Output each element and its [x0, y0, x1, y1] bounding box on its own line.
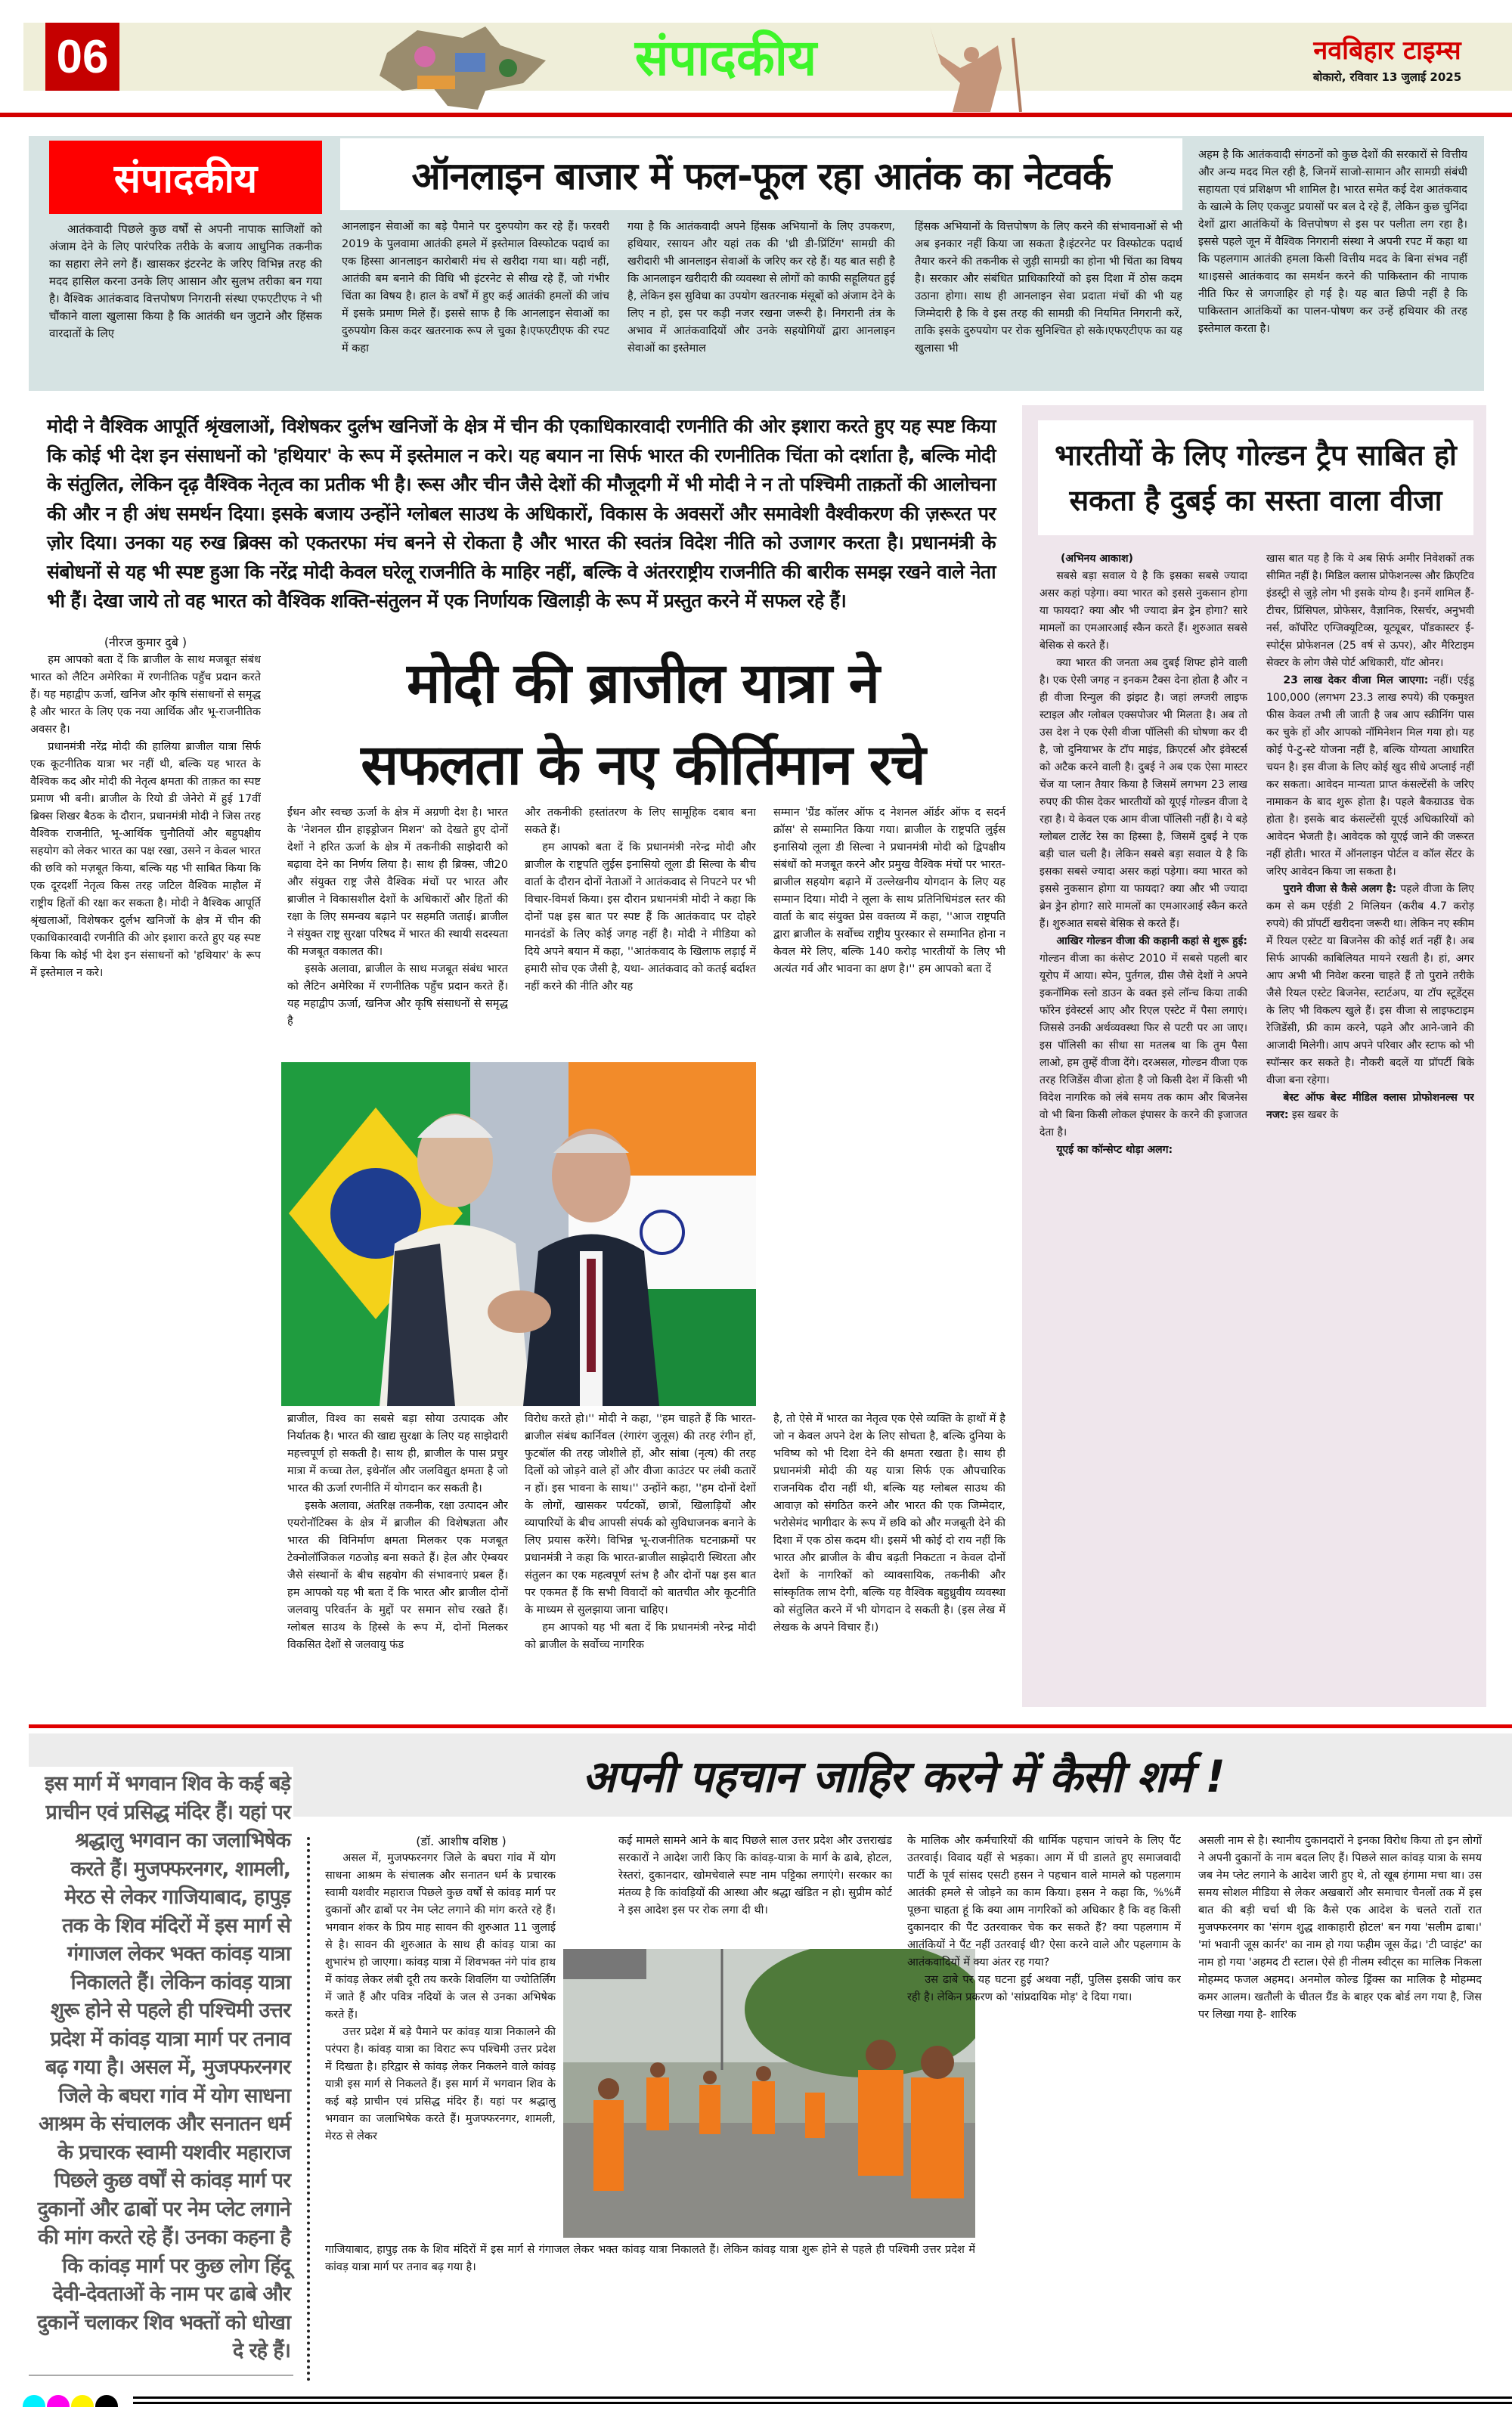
editorial-headline: ऑनलाइन बाजार में फल-फूल रहा आतंक का नेटवर्क [340, 138, 1182, 210]
section-divider [29, 1724, 1512, 1728]
editorial-column: हिंसक अभियानों के वित्तपोषण के लिए करने की संभावनाओं से भी अब इनकार नहीं किया जा सकता है।इंटरनेट पर विस्फोटक पदार्थ तैयार करने की तकनीक से जुड़ी सामग्री का होना भी चिंता का विषय है। सरकार और संबंधित प्राधिकारियों को इस दिशा में ठोस कदम उठाना होगा। साथ ही आनलाइन सेवा प्रदाता मंचों की भी यह जिम्मेदारी है कि वे इस तरह की सामग्री की नियमित निगरानी करें, ताकि इसके दुरुपयोग पर रोक सुनिश्चित हो सके।एफएटीएफ का यह खुलासा भी [915, 221, 1182, 355]
headline-line: सफलता के नए कीर्तिमान रचे [361, 733, 925, 798]
editorial-column: अहम है कि आतंकवादी संगठनों को कुछ देशों की सरकारों से वित्तीय और अन्य मदद मिल रही है, जिनमें साजो-सामान और सामग्री संबंधी सहायता एवं प्रशिक्षण भी शामिल है। भारत समेत कई देश आतंकवाद के खात्मे के लिए एकजुट प्रयासों पर बल दे रहे हैं, लेकिन कुछ चुनिंदा देशों द्वारा आतंकियों के वित्तपोषण से इस पर पलीता लग रहा है। इससे पहले जून में वैश्विक निगरानी संस्था ने अपनी रपट में कहा था कि पहलगाम आतंकी हमला किसी वित्तीय मदद के बिना संभव नहीं था।इससे आतंकवाद का समर्थन करने की पाकिस्तान की नापाक नीति फिर से जगजाहिर हो गई है। यह बात छिपी नहीं है कि पाकिस्तान आतंकियों का पालन-पोषण कर उन्हें हथियार की तरह इस्तेमाल करता है। [1198, 149, 1467, 335]
page-number: 06 [45, 23, 119, 91]
visa-column: खास बात यह है कि ये अब सिर्फ अमीर निवेशकों तक सीमित नहीं है। मिडिल क्लास प्रोफेशनल्स और क्रिएटिव इंडस्ट्री से जुड़े लोग भी इसके योग्य है। इनमें शामिल हैं- टीचर, प्रिंसिपल, प्रोफेसर, वैज्ञानिक, रिसर्चर, अनुभवी नर्स, कॉर्पोरेट एग्जिक्यूटिव्स, यूट्यूबर, पॉडकास्टर ई-स्पोर्ट्स प्रोफेशनल (25 वर्ष से ऊपर), और मैरिटाइम सेक्टर के लोग जैसे पोर्ट अधिकारी, यॉट ओनर। 23 लाख देकर वीजा मिल जाएगा: नहीं। एईडू 100,000 (लगभग 23.3 लाख रुपये) की एकमुश्त फीस केवल तभी ली जाती है जब आप स्क्रीनिंग पास कर चुके हों और आपको नॉमिनेशन मिल गया हो। यह कोई पे-टु-स्टे योजना नहीं है, बल्कि योग्यता आधारित चयन है। इस वीजा के लिए कोई खुद सीधे अप्लाई नहीं कर सकता। आवेदन मान्यता प्राप्त कंसल्टेंसी के जरिए नामाकन के बाद शुरू होता है। पहले बैकग्राउड चेक होता है। इसके बाद कंसल्टेंसी यूएई अधिकारियों को आवेदन भेजती है। आवेदक को यूएई जाने की जरूरत नहीं होती। भारत में ऑनलाइन पोर्टल व कॉल सेंटर के जरिए आवेदन किया जा सकता है। पुराने वीजा से कैसे अलग है: पहले वीजा के लिए कम से कम एईडी 2 मिलियन (करीब 4.7 करोड़ रुपये) की प्रॉपर्टी खरीदना जरूरी था। लेकिन नए स्कीम में रियल एस्टेट या बिजनेस की कोई शर्त नहीं है। अब सिर्फ आपकी काबिलियत मायने रखती है। हां, अगर आप अभी भी निवेश करना चाहते हैं तो पुराने तरीके जैसे रियल एस्टेट बिजनेस, स्टार्टअप, या टॉप स्टूडेंट्स के लिए भी विकल्प खुले हैं। इस वीजा से लाइफटाइम रेजिडेंसी, फ्री काम करने, पढ़ने और आने-जाने की आजादी मिलेगी। आप अपने परिवार और स्टाफ को भी स्पॉन्सर कर सकते है। नौकरी बदलें या प्रॉपर्टी बिके वीजा बना रहेगा। बेस्ट ऑफ बेस्ट मीडिल क्लास प्रोफोशनल्स पर नजर: इस खबर के [1266, 553, 1474, 1121]
article-column: कई मामले सामने आने के बाद पिछले साल उत्तर प्रदेश और उत्तराखंड सरकारों ने आदेश जारी किए कि कांवड़-यात्रा के मार्ग के ढाबे, होटल, रेस्तरां, दुकानदार, खोमचेवाले स्पष्ट नाम पट्टिका लगाएंगे। सरकार का मंतव्य है कि कांवड़ियों की आस्था और श्रद्धा खंडित न हो। सुप्रीम कोर्ट ने इस आदेश इस पर रोक लगा दी थी। [618, 1835, 892, 1916]
yellow-mark [71, 2395, 94, 2407]
photo-wrap-spacer [907, 1937, 980, 2239]
editorial-column: गया है कि आतंकवादी अपने हिंसक अभियानों के लिए उपकरण, हथियार, रसायन और यहां तक की 'थ्री डी-प्रिंटिंग' सामग्री की खरीदारी भी आनलाइन सेवाओं के जरिए कर रहे हैं। यह बात सही है कि आनलाइन खरीदारी की व्यवस्था से लोगों को काफी सहूलियत हुई है, लेकिन इस सुविधा का उपयोग खतरनाक मंसूबों को अंजाम देने के लिए न हो, इस पर कड़ी नजर रखना जरूरी है। निगरानी तंत्र के अभाव में आतंकवादियों और उनके सहयोगियों द्वारा आनलाइन सेवाओं का इस्तेमाल [627, 221, 895, 355]
header-divider [0, 113, 1512, 117]
jharkhand-map-collage-icon [372, 23, 557, 112]
article-headline [280, 643, 1005, 806]
headline-line: सकता है दुबई का सस्ता वाला वीजा [1069, 484, 1442, 517]
editorial-label: संपादकीय [49, 141, 322, 214]
black-mark [95, 2395, 118, 2407]
footer-double-rule [133, 2396, 1512, 2404]
newspaper-name: नवबिहार टाइम्स [1313, 36, 1461, 66]
article-column: सम्मान 'ग्रैंड कॉलर ऑफ द नेशनल ऑर्डर ऑफ द सदर्न क्रॉस' से सम्मानित किया गया। ब्राजील के राष्ट्रपति लुईस इनासियो लूला डी सिल्वा ने प्रधानमंत्री मोदी को द्विपक्षीय संबंधों को मजबूत करने और प्रमुख वैश्विक मंचों पर भारत-ब्राजील सहयोग बढ़ाने में उल्लेखनीय योगदान के लिए यह सम्मान दिया। मोदी ने लूला के साथ प्रतिनिधिमंडल स्तर की वार्ता के बाद संयुक्त प्रेस वक्तव्य में कहा, ''आज राष्ट्रपति द्वारा ब्राजील के सर्वोच्च राष्ट्रीय पुरस्कार से सम्मानित होना न केवल मेरे लिए, बल्कि 140 करोड़ भारतीयों के लिए भी अत्यंत गर्व और भावना का क्षण है।'' हम आपको बता दें [773, 807, 1005, 975]
byline: (डॉ. आशीष वशिष्ठ ) [416, 1834, 507, 1848]
visa-column: (अभिनय आकाश) सबसे बड़ा सवाल ये है कि इसका सबसे ज्यादा असर कहां पड़ेगा। क्या भारत को इससे नुकसान होगा या फायदा? क्या और भी ज्यादा ब्रेन ड्रेन होगा? सारे मामलों का एमआरआई स्कैन करते हैं। शुरुआत सबसे बेसिक से करते हैं। क्या भारत की जनता अब दुबई शिफ्ट होने वाली है। एक ऐसी जगह न इनकम टैक्स देना होता है और न ही वीजा रिन्युल की झंझट है। जहां लग्जरी लाइफ स्टाइल और ग्लोबल एक्सपोजर भी मिलता है। अब तो उस देश ने एक ऐसी वीजा पॉलिसी की घोषणा कर दी है, जो दुनियाभर के टॉप माइंड, क्रिएटर्स और इंवेस्टर्स को अटैक करने वाली है। दुबई ने अब एक ऐसा मास्टर चेंज या प्लान तैयार किया है जिसमें लगभग 23 लाख रुपए की फीस देकर भारतीयों को यूएई गोल्डन वीजा दे रहा है। ये केवल एक आम वीजा पॉलिसी नहीं है। ये बड़े ग्लोबल टालेंट रेस का हिस्सा है, जिसमें दुबई ने एक बड़ी चाल चली है। लेकिन सबसे बड़ा सवाल ये है कि इसका सबसे ज्यादा असर कहां पड़ेगा। क्या भारत को इससे नुकसान होगा या फायदा? क्या और भी ज्यादा ब्रेन ड्रेन होगा? सारे मामलों का एमआरआई स्कैन करते हैं। शुरुआत सबसे बेसिक से करते हैं। आखिर गोल्डन वीजा की कहानी कहां से शुरू हुई: गोल्डन वीजा का कंसेप्ट 2010 में सबसे पहली बार यूरोप में आया। स्पेन, पुर्तगल, ग्रीस जैसे देशों ने अपने इकनॉमिक स्लो डाउन के वक्त इसे लॉन्च किया ताकी फॉरेन इंवेस्टर्स आए और रिएल एस्टेट में पैसा लगाएं। जिससे उनकी अर्थव्यवस्था फिर से पटरी पर आ जाए। इस पॉलिसी का सीधा सा मतलब था कि तुम पैसा लाओ, हम तुम्हें वीजा देंगे। दरअसल, गोल्डन वीजा एक तरह रिजिडेंस वीजा होता है जो किसी देश में किसी भी विदेश नागरिक को लंबे समय तक काम और बिजनेस वो भी बिना किसी लोकल इंपासर के करने की इजाजत देता है। यूएई का कॉन्सेप्ट थोड़ा अलग: [1040, 550, 1247, 1699]
byline: (अभिनय आकाश) [1061, 553, 1133, 565]
headline-line: मोदी की ब्राजील यात्रा ने [407, 651, 878, 716]
dotted-divider [307, 1837, 310, 2381]
article-summary: मोदी ने वैश्विक आपूर्ति श्रृंखलाओं, विशेषकर दुर्लभ खनिजों के क्षेत्र में चीन की एकाधिकारवादी रणनीति की ओर इशारा करते हुए यह स्पष्ट किया कि कोई भी देश इन संसाधनों को 'हथियार' के रूप में इस्तेमाल न करे। यह बयान ना सिर्फ भारत की रणनीतिक चिंता को दर्शाता है, बल्कि मोदी के संतुलित, लेकिन दृढ़ वैश्विक नेतृत्व का प्रतीक भी है। रूस और चीन जैसे देशों की मौजूदगी में भी मोदी ने न तो पश्चिमी ताक़तों की आलोचना की और न ही अंध समर्थन दिया। इसके बजाय उन्होंने ग्लोबल साउथ के अधिकारों, विकास के अवसरों और समावेशी वैश्वीकरण की ज़रूरत पर ज़ोर दिया। उनका यह रुख ब्रिक्स को एकतरफा मंच बनने से रोकता है और भारत की स्वतंत्र विदेश नीति को उजागर करता है। प्रधानमंत्री के संबोधनों से यह भी स्पष्ट हुआ कि नरेंद्र मोदी केवल घरेलू राजनीति के माहिर नहीं, बल्कि वे अंतरराष्ट्रीय राजनीति की बारीक समझ रखने वाले नेता भी हैं। देखा जाये तो वह भारत को वैश्विक शक्ति-संतुलन में एक निर्णायक खिलाड़ी के रूप में प्रस्तुत करने में सफल रहे हैं। [47, 415, 996, 612]
dateline: बोकारो, रविवार 13 जुलाई 2025 [1312, 70, 1462, 84]
editorial-column: आनलाइन सेवाओं का बड़े पैमाने पर दुरुपयोग कर रहे हैं। फरवरी 2019 के पुलवामा आतंकी हमले में इस्तेमाल विस्फोटक पदार्थ का एक हिस्सा आनलाइन कारोबारी मंच से खरीदा गया था। यही नहीं, आतंकी बम बनाने की विधि भी इंटरनेट से सीख रहे हैं, जो गंभीर चिंता का विषय है। हाल के वर्षों में हुए कई आतंकी हमलों की जांच में इसके प्रमाण मिले हैं। इससे साफ है कि आनलाइन सेवाओं का दुरुपयोग किस कदर खतरनाक रूप ले चुका है।एफएटीएफ की रपट में कहा [342, 221, 609, 355]
cmyk-registration-marks [23, 2395, 118, 2407]
magenta-mark [47, 2395, 70, 2407]
archer-statue-icon [900, 23, 1058, 112]
masthead [1285, 32, 1489, 85]
visa-headline [1038, 420, 1473, 535]
headline-line: भारतीयों के लिए गोल्डन ट्रैप साबित हो [1055, 438, 1457, 472]
article-column: के मालिक और कर्मचारियों की धार्मिक पहचान जांचने के लिए पैंट उतरवाई। विवाद यहीं से भड़का। आग में घी डालते हुए समाजवादी पार्टी के पूर्व सांसद एसटी हसन ने पहचान वाले मामले को पहलगाम आतंकी हमले से जोड़ने का काम किया। हसन ने कहा कि, %%मैं पूछना चाहता हूं कि क्या आम नागरिकों को अधिकार है कि वह किसी दुकानदार की पैंट उतरवाकर चेक कर सकते हैं? क्या पहलगाम में आतंकियों ने पैंट नहीं उतरवाई थी? ऐसा करने वाले और पहलगाम के आतंकवादियों में क्या अंतर रह गया? उस ढाबे पर यह घटना हुई अथवा नहीं, पुलिस इसकी जांच कर रही है। लेकिन प्रकरण को 'सांप्रदायिक मोड़' दे दिया गया। [907, 1835, 1181, 2003]
pull-quote: इस मार्ग में भगवान शिव के कई बड़े प्राचीन एवं प्रसिद्ध मंदिर हैं। यहां पर श्रद्धालु भगवान का जलाभिषेक करते हैं। मुजफ्फरनगर, शामली, मेरठ से लेकर गाजियाबाद, हापुड़ तक के शिव मंदिरों में इस मार्ग से गंगाजल लेकर भक्त कांवड़ यात्रा निकालते हैं। लेकिन कांवड़ यात्रा शुरू होने से पहले ही पश्चिमी उत्तर प्रदेश में कांवड़ यात्रा मार्ग पर तनाव बढ़ गया है। असल में, मुजफ्फरनगर जिले के बघरा गांव में योग साधना आश्रम के संचालक और सनातन धर्म के प्रचारक स्वामी यशवीर महाराज पिछले कुछ वर्षों से कांवड़ मार्ग पर दुकानों और ढाबों पर नेम प्लेट लगाने की मांग करते रहे हैं। उनका कहना है कि कांवड़ मार्ग पर कुछ लोग हिंदू देवी-देवताओं के नाम पर ढाबे और दुकानें चलाकर शिव भक्तों को धोखा दे रहे हैं। [29, 1767, 293, 2376]
article-column: विरोध करते हो।'' मोदी ने कहा, ''हम चाहते हैं कि भारत-ब्राजील संबंध कार्निवल (रंगारंग जुलूस) की तरह रंगीन हों, फुटबॉल की तरह जोशीले हों, और सांबा (नृत्य) की तरह दिलों को जोड़ने वाले हों और वीजा काउंटर पर लंबी कतारें न हों। इस भावना के साथ।'' उन्होंने कहा, ''हम दोनों देशों के लोगों, खासकर पर्यटकों, छात्रों, खिलाड़ियों और व्यापारियों के बीच आपसी संपर्क को सुविधाजनक बनाने के लिए प्रयास करेंगे। विभिन्न भू-राजनीतिक घटनाक्रमों पर प्रधानमंत्री ने कहा कि भारत-ब्राजील साझेदारी स्थिरता और संतुलन का एक महत्वपूर्ण स्तंभ है और दोनों पक्ष इस बात पर एकमत हैं कि सभी विवादों को बातचीत और कूटनीति के माध्यम से सुलझाया जाना चाहिए। हम आपको यह भी बता दें कि प्रधानमंत्री नरेन्द्र मोदी को ब्राजील के सर्वोच्च नागरिक [525, 1413, 756, 1651]
cyan-mark [23, 2395, 45, 2407]
article-column: ब्राजील, विश्व का सबसे बड़ा सोया उत्पादक और निर्यातक है। भारत की खाद्य सुरक्षा के लिए यह साझेदारी महत्त्वपूर्ण हो सकती है। साथ ही, ब्राजील के पास प्रचुर मात्रा में कच्चा तेल, इथेनॉल और जलविद्युत क्षमता है जो भारत की ऊर्जा रणनीति में योगदान कर सकती है। इसके अलावा, अंतरिक्ष तकनीक, रक्षा उत्पादन और एयरोनॉटिक्स के क्षेत्र में ब्राजील की विशेषज्ञता और भारत की विनिर्माण क्षमता मिलकर एक मजबूत टेक्नोलॉजिकल गठजोड़ बना सकते हैं। हेल और ऐम्बयर जैसे संस्थानों के बीच सहयोग की संभावनाएं प्रबल हैं। हम आपको यह भी बता दें कि भारत और ब्राजील दोनों जलवायु परिवर्तन के मुद्दों पर समान सोच रखते हैं। ग्लोबल साउथ के हिस्से के रूप में, दोनों मिलकर विकसित देशों से जलवायु फंड [287, 1413, 508, 1651]
article-column: गाजियाबाद, हापुड़ तक के शिव मंदिरों में इस मार्ग से गंगाजल लेकर भक्त कांवड़ यात्रा निकालते हैं। लेकिन कांवड़ यात्रा शुरू होने से पहले ही पश्चिमी उत्तर प्रदेश में कांवड़ यात्रा मार्ग पर तनाव बढ़ गया है। [325, 2244, 975, 2273]
section-title: संपादकीय [634, 29, 817, 87]
article-column: ईंधन और स्वच्छ ऊर्जा के क्षेत्र में अग्रणी देश है। भारत के 'नेशनल ग्रीन हाइड्रोजन मिशन' को देखते हुए दोनों देशों ने हरित ऊर्जा के क्षेत्र में तकनीकी साझेदारी को बढ़ावा देने का निर्णय लिया है। साथ ही ब्रिक्स, जी20 और संयुक्त राष्ट्र जैसे वैश्विक मंचों पर भारत और ब्राजील ने विकासशील देशों के अधिकारों और हितों की रक्षा के लिए समन्वय बढ़ाने पर सहमति जताई। ब्राजील ने संयुक्त राष्ट्र सुरक्षा परिषद में भारत की स्थायी सदस्यता की मजबूत वकालत की। इसके अलावा, ब्राजील के साथ मजबूत संबंध भारत को लैटिन अमेरिका में रणनीतिक पहुँच प्रदान करते हैं। यह महाद्वीप ऊर्जा, खनिज और कृषि संसाधनों से समृद्ध है [287, 807, 508, 1027]
article-column: और तकनीकी हस्तांतरण के लिए सामूहिक दबाव बना सकते हैं। हम आपको बता दें कि प्रधानमंत्री नरेन्द्र मोदी और ब्राजील के राष्ट्रपति लुईस इनासियो लूला डी सिल्वा के बीच वार्ता के दौरान दोनों नेताओं ने आतंकवाद से निपटने पर भी विचार-विमर्श किया। इस दौरान प्रधानमंत्री मोदी ने कहा कि दोनों पक्ष इस बात पर स्पष्ट हैं कि आतंकवाद पर दोहरे मानदंडों के लिए कोई जगह नहीं है। मोदी ने मीडिया को दिये अपने बयान में कहा, ''आतंकवाद के खिलाफ लड़ाई में हमारी सोच एक जैसी है, यथा- आतंकवाद को कतई बर्दाश्त नहीं करने की नीति और यह [525, 807, 756, 993]
article-column: हम आपको बता दें कि ब्राजील के साथ मजबूत संबंध भारत को लैटिन अमेरिका में रणनीतिक पहुँच प्रदान करते हैं। यह महाद्वीप ऊर्जा, खनिज और कृषि संसाधनों से समृद्ध है और भारत के लिए एक नया आर्थिक और भू-राजनीतिक अवसर है। प्रधानमंत्री नरेंद्र मोदी की हालिया ब्राजील यात्रा सिर्फ एक कूटनीतिक यात्रा भर नहीं थी, बल्कि यह भारत के वैश्विक कद और मोदी की नेतृत्व क्षमता की ताक़त का स्पष्ट प्रमाण भी बनी। ब्राजील के रियो डी जेनेरो में हुई 17वीं ब्रिक्स शिखर बैठक के दौरान, प्रधानमंत्री मोदी ने जिस तरह वैश्विक राजनीति, भू-आर्थिक चुनौतियों और बहुपक्षीय सहयोग को लेकर भारत का पक्ष रखा, उसने न केवल भारत की छवि को मज़बूत किया, बल्कि यह भी साबित किया कि एक दूरदर्शी नेतृत्व किस तरह जटिल वैश्विक माहौल में राष्ट्रीय हितों की रक्षा कर सकता है। मोदी ने वैश्विक आपूर्ति श्रृंखलाओं, विशेषकर दुर्लभ खनिजों के क्षेत्र में चीन की एकाधिकारवादी रणनीति की ओर इशारा करते हुए यह स्पष्ट किया कि कोई भी देश इन संसाधनों को 'हथियार' के रूप में इस्तेमाल न करे। [30, 654, 261, 979]
article-column: असली नाम से है। स्थानीय दुकानदारों ने इनका विरोध किया तो इन लोगों ने अपनी दुकानों के नाम बदल लिए हैं। पिछले साल कांवड़ यात्रा के समय जब नेम प्लेट लगाने के आदेश जारी हुए थे, तो खूब हंगामा मचा था। उस समय सोशल मीडिया से लेकर अखबारों और समाचार चैनलों तक में इस बात की बड़ी चर्चा थी कि कैसे एक आदेश के चलते रातों रात मुजफ्फरनगर का 'संगम शुद्ध शाकाहारी होटल' बन गया 'सलीम ढाबा।' 'मां भवानी जूस कार्नर' का नाम हो गया फहीम जूस केंद्र। 'टी प्वाइंट' का नाम हो गया 'अहमद टी स्टाल। ऐसे ही नीलम स्वीट्स का मालिक निकला मोहम्मद फजल अहमद। अनमोल कोल्ड ड्रिंक्स का मालिक है मोहम्मद कमर आलम। खतौली के चीतल ग्रैंड के बाहर एक बोर्ड लग गया है, जिस पर लिखा गया है- शारिक [1198, 1835, 1482, 2021]
kanwar-headline: अपनी पहचान जाहिर करने में कैसी शर्म ! [582, 1751, 1225, 1802]
byline: (नीरज कुमार दुबे ) [104, 635, 187, 649]
article-column: है, तो ऐसे में भारत का नेतृत्व एक ऐसे व्यक्ति के हाथों में है जो न केवल अपने देश के लिए सोचता है, बल्कि दुनिया के भविष्य को भी दिशा देने की क्षमता रखता है। साथ ही प्रधानमंत्री मोदी की यह यात्रा सिर्फ एक औपचारिक राजनयिक दौरा नहीं थी, बल्कि यह ग्लोबल साउथ की आवाज़ को संगठित करने और भारत की एक जिम्मेदार, भरोसेमंद भागीदार के रूप में छवि को और मजबूती देने की दिशा में एक ठोस कदम थी। इसमें भी कोई दो राय नहीं कि भारत और ब्राजील के बीच बढ़ती निकटता न केवल दोनों देशों के नागरिकों को व्यावसायिक, तकनीकी और सांस्कृतिक लाभ देगी, बल्कि यह वैश्विक बहुध्रुवीय व्यवस्था को संतुलित करने में भी योगदान दे सकती है। (इस लेख में लेखक के अपने विचार हैं।) [773, 1413, 1005, 1634]
modi-lula-handshake-photo [281, 1062, 756, 1406]
editorial-intro: आतंकवादी पिछले कुछ वर्षों से अपनी नापाक साजिशों को अंजाम देने के लिए पारंपरिक तरीके के बजाय आधुनिक तकनीक का सहारा लेने लगे हैं। खासकर इंटरनेट के जरिए विभिन्न तरह की मदद हासिल करना उनके लिए आसान और सुलभ तरीका बन गया है। वैश्विक आतंकवाद वित्तपोषण निगरानी संस्था एफएटीएफ ने भी चौंकाने वाला खुलासा किया है कि आतंकी धन जुटाने और हिंसक वारदातों के लिए [49, 222, 322, 340]
article-column: असल में, मुजफ्फरनगर जिले के बघरा गांव में योग साधना आश्रम के संचालक और सनातन धर्म के प्रचारक स्वामी यशवीर महाराज पिछले कुछ वर्षों से कांवड़ मार्ग पर दुकानों और ढाबों पर नेम प्लेट लगाने की मांग करते रहे हैं। भगवान शंकर के प्रिय माह सावन की शुरुआत 11 जुलाई से है। सावन की शुरुआत के साथ ही कांवड़ यात्रा का शुभारंभ हो जाएगा। कांवड़ यात्रा में शिवभक्त नंगे पांव हाथ में कांवड़ लेकर लंबी दूरी तय करके शिवलिंग या ज्योतिर्लिंग में जाते हैं और पवित्र नदियों के जल से उनका अभिषेक करते हैं। उत्तर प्रदेश में बड़े पैमाने पर कांवड़ यात्रा निकालने की परंपरा है। कांवड़ यात्रा का विराट रूप पश्चिमी उत्तर प्रदेश में दिखता है। हरिद्वार से कांवड़ लेकर निकलने वाले कांवड़ यात्री इस मार्ग से निकलते हैं। इस मार्ग में भगवान शिव के कई बड़े प्राचीन एवं प्रसिद्ध मंदिर हैं। यहां पर श्रद्धालु भगवान का जलाभिषेक करते हैं। मुजफ्फरनगर, शामली, मेरठ से लेकर [325, 1852, 556, 2142]
